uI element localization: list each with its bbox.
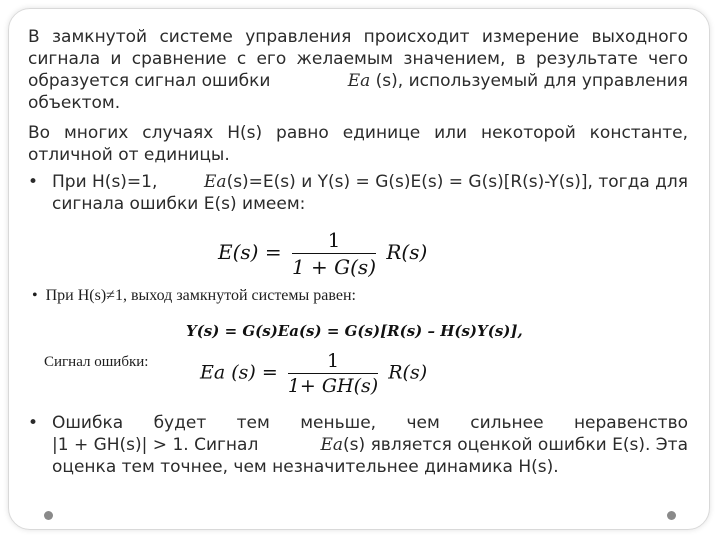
- bullet1-line1-rest: [204, 171, 688, 193]
- formula-output: Y(s) = G(s)Ea(s) = G(s)[R(s) – H(s)Y(s)],: [186, 322, 523, 340]
- bullet-error-estimate: [28, 412, 688, 482]
- para2-line2: отличной от единицы.: [28, 145, 230, 165]
- formula-error-unity: [218, 228, 427, 279]
- para2-line1: Во многих случаях H(s) равно единице или некоторой константе,: [28, 123, 688, 143]
- para1-line3-signal: [348, 70, 688, 92]
- formula1-rhs: R(s): [386, 240, 428, 264]
- para1-line2: сигнала и сравнение с его желаемым значением, в результате чего: [28, 49, 688, 69]
- error-symbol: Ea: [347, 71, 371, 91]
- bullet2-marker: •: [32, 287, 38, 304]
- formula1-fraction: [292, 228, 376, 279]
- error-symbol: Ea: [320, 435, 344, 455]
- bullet3-line2a: |1 + GH(s)| > 1. Сигнал: [52, 435, 259, 455]
- para1-line4: объектом.: [28, 93, 121, 113]
- bullet1-line2: сигнала ошибки E(s) имеем:: [52, 194, 306, 214]
- formula-error-general: [200, 350, 427, 397]
- error-symbol: Ea: [204, 172, 227, 192]
- bullet-marker: •: [28, 172, 39, 192]
- bullet-marker: •: [28, 413, 39, 433]
- bullet3-line3: оценка тем точнее, чем незначительнее динамика H(s).: [52, 457, 559, 477]
- bullet1-line1a: При H(s)=1,: [52, 172, 158, 192]
- error-signal-label: Сигнал ошибки:: [44, 354, 149, 370]
- bullet-h-equals-one: [28, 171, 688, 217]
- bullet3-line2b: (s) является оценкой ошибки E(s). Эта: [343, 435, 688, 455]
- bullet3-text: [52, 412, 688, 478]
- bullet-h-not-one: [32, 287, 356, 305]
- bullet1-text: [52, 171, 688, 215]
- bullet3-line2-rest: [321, 434, 689, 456]
- formula3-fraction: [288, 350, 378, 397]
- formula3-lhs: Ea (s) =: [200, 361, 278, 384]
- bullet1-line1b: (s)=E(s) и Y(s) = G(s)E(s) = G(s)[R(s)-Y(s)], тогда для: [226, 172, 688, 192]
- bullet3-line2: [52, 434, 688, 456]
- formula1-lhs: E(s) =: [218, 240, 282, 264]
- para1-line1: В замкнутой системе управления происходит измерение выходного: [28, 27, 688, 47]
- paragraph-intro: [28, 26, 688, 114]
- bullet2-text: При H(s)≠1, выход замкнутой системы равен:: [45, 287, 356, 304]
- corner-dot-right: [667, 511, 676, 520]
- formula3-denominator: 1+ GH(s): [287, 375, 379, 397]
- para1-line3: [28, 70, 688, 92]
- bullet1-line1: [52, 171, 688, 193]
- formula1-numerator: 1: [292, 228, 376, 254]
- formula3-numerator: 1: [288, 350, 378, 374]
- corner-dot-left: [44, 511, 53, 520]
- paragraph-h-constant: [28, 122, 688, 166]
- bullet3-line1: Ошибка будет тем меньше, чем сильнее неравенство: [52, 413, 688, 433]
- para1-line3a: образуется сигнал ошибки: [28, 71, 271, 91]
- formula1-denominator: 1 + G(s): [291, 255, 376, 279]
- para1-line3b: (s), используемый для управления: [375, 71, 688, 91]
- formula3-rhs: R(s): [388, 361, 428, 384]
